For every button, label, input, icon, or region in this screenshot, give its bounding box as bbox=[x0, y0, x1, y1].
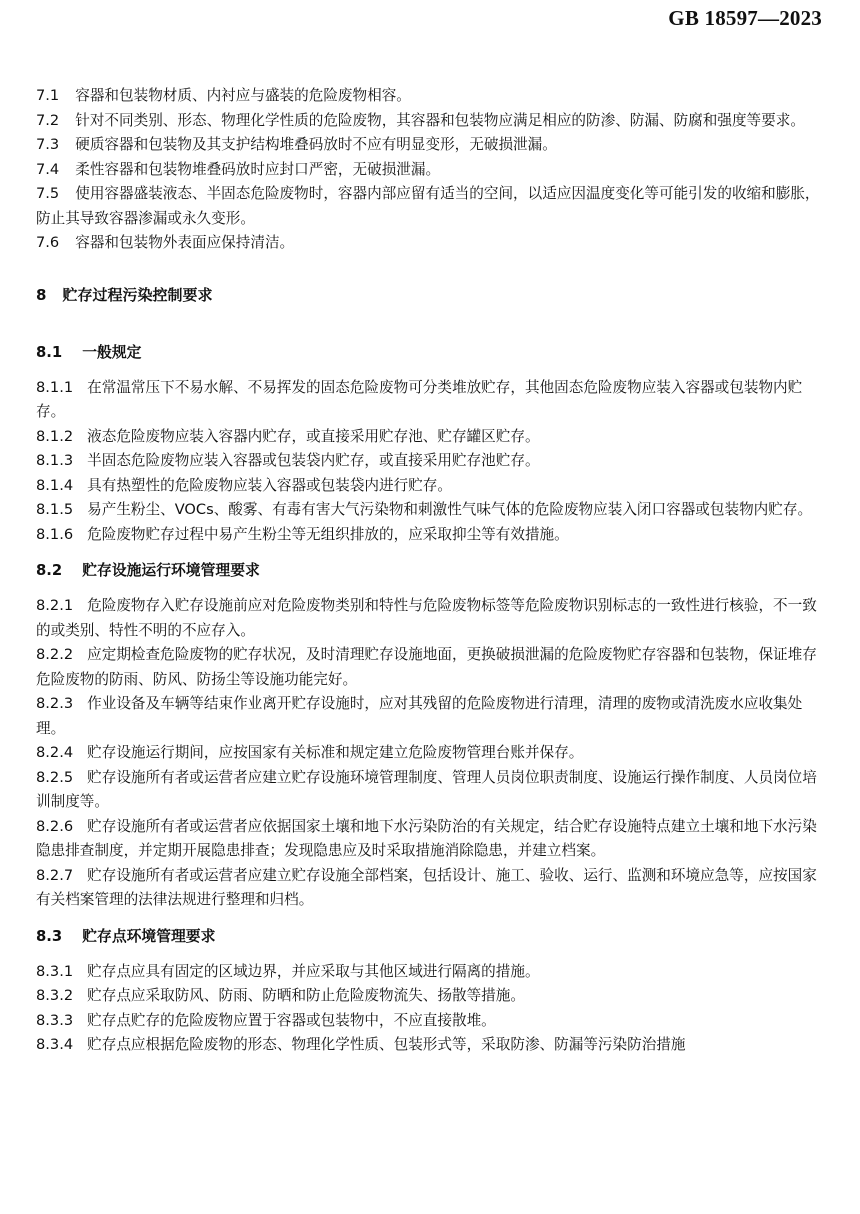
clause-text: 容器和包装物外表面应保持清洁。 bbox=[75, 234, 295, 251]
clause-number: 8.3.4 bbox=[36, 1036, 74, 1053]
clause-text: 易产生粉尘、VOCs、酸雾、有毒有害大气污染物和刺激性气味气体的危险废物应装入闭口容器或包装物内贮存。 bbox=[87, 501, 813, 518]
clause-number: 7.1 bbox=[36, 87, 60, 104]
clause-text: 贮存设施所有者或运营者应建立贮存设施全部档案，包括设计、施工、验收、运行、监测和环境应急等，应按国家有关档案管理的法律法规进行整理和归档。 bbox=[36, 866, 817, 908]
subsection-title: 贮存点环境管理要求 bbox=[82, 927, 216, 945]
clause-text: 应定期检查危险废物的贮存状况，及时清理贮存设施地面，更换破损泄漏的危险废物贮存容器和包装物，保证堆存危险废物的防雨、防风、防扬尘等设施功能完好。 bbox=[36, 646, 817, 688]
clause-number: 8.1.6 bbox=[36, 525, 74, 543]
clause-number: 7.3 bbox=[36, 136, 60, 153]
clause-7-1 bbox=[36, 84, 828, 109]
clause-number: 8.2.2 bbox=[36, 646, 74, 663]
clause-text: 在常温常压下不易水解、不易挥发的固态危险废物可分类堆放贮存，其他固态危险废物应装入容器或包装物内贮存。 bbox=[36, 378, 803, 420]
clause-text: 贮存点应采取防风、防雨、防晒和防止危险废物流失、扬散等措施。 bbox=[87, 987, 525, 1004]
clause-8-3-2 bbox=[36, 984, 828, 1009]
clause-8-2-6 bbox=[36, 815, 828, 864]
clause-number: 8.2.3 bbox=[36, 695, 74, 712]
section-number: 8 bbox=[36, 285, 47, 304]
subsection-number: 8.1 bbox=[36, 343, 63, 361]
subsection-number: 8.3 bbox=[36, 927, 63, 945]
clause-text: 贮存设施所有者或运营者应建立贮存设施环境管理制度、管理人员岗位职责制度、设施运行操作制度、人员岗位培训制度等。 bbox=[36, 768, 817, 810]
clause-8-1-5 bbox=[36, 498, 828, 523]
clause-8-1-1 bbox=[36, 376, 828, 425]
clause-number: 8.2.7 bbox=[36, 866, 74, 884]
clause-number: 8.1.5 bbox=[36, 501, 74, 518]
clause-text: 危险废物存入贮存设施前应对危险废物类别和特性与危险废物标签等危险废物识别标志的一致性进行核验，不一致的或类别、特性不明的不应存入。 bbox=[36, 597, 817, 639]
clause-number: 8.2.1 bbox=[36, 597, 74, 614]
clause-8-2-7 bbox=[36, 864, 828, 913]
subsection-8-3-heading bbox=[36, 925, 828, 949]
section-title: 贮存过程污染控制要求 bbox=[62, 285, 213, 304]
clause-8-2-5 bbox=[36, 766, 828, 815]
clause-number: 7.6 bbox=[36, 234, 60, 251]
clause-number: 8.3.2 bbox=[36, 987, 74, 1004]
section-8-heading bbox=[36, 283, 828, 307]
clause-text: 半固态危险废物应装入容器或包装袋内贮存，或直接采用贮存池贮存。 bbox=[87, 452, 540, 469]
clause-number: 8.2.5 bbox=[36, 768, 74, 786]
section-7-list bbox=[36, 84, 828, 256]
clause-8-2-1 bbox=[36, 594, 828, 643]
clause-text: 硬质容器和包装物及其支护结构堆叠码放时不应有明显变形，无破损泄漏。 bbox=[75, 136, 557, 153]
document-body bbox=[36, 84, 828, 1058]
clause-text: 贮存点应根据危险废物的形态、物理化学性质、包装形式等，采取防渗、防漏等污染防治措施 bbox=[87, 1036, 686, 1053]
subsection-8-2-heading bbox=[36, 559, 828, 583]
clause-8-1-6 bbox=[36, 523, 828, 548]
clause-8-3-1 bbox=[36, 960, 828, 985]
clause-number: 8.1.3 bbox=[36, 452, 74, 469]
clause-8-1-2 bbox=[36, 425, 828, 450]
clause-text: 作业设备及车辆等结束作业离开贮存设施时，应对其残留的危险废物进行清理，清理的废物或清洗废水应收集处理。 bbox=[36, 695, 803, 737]
clause-number: 8.3.1 bbox=[36, 962, 74, 980]
clause-7-5 bbox=[36, 182, 828, 231]
subsection-title: 贮存设施运行环境管理要求 bbox=[82, 562, 260, 579]
clause-text: 使用容器盛装液态、半固态危险废物时，容器内部应留有适当的空间，以适应因温度变化等可能引发的收缩和膨胀，防止其导致容器渗漏或永久变形。 bbox=[36, 185, 820, 227]
clause-number: 7.2 bbox=[36, 111, 60, 129]
clause-number: 7.4 bbox=[36, 160, 60, 178]
standard-code: GB 18597—2023 bbox=[668, 6, 822, 30]
clause-8-1-4 bbox=[36, 474, 828, 499]
clause-number: 8.3.3 bbox=[36, 1011, 74, 1029]
clause-text: 危险废物贮存过程中易产生粉尘等无组织排放的，应采取抑尘等有效措施。 bbox=[87, 525, 569, 543]
clause-text: 贮存设施所有者或运营者应依据国家土壤和地下水污染防治的有关规定，结合贮存设施特点建立土壤和地下水污染隐患排查制度，并定期开展隐患排查；发现隐患应及时采取措施消除隐患，并建立档案。 bbox=[36, 817, 817, 859]
subsection-title: 一般规定 bbox=[82, 343, 142, 361]
clause-number: 7.5 bbox=[36, 185, 60, 202]
clause-text: 针对不同类别、形态、物理化学性质的危险废物，其容器和包装物应满足相应的防渗、防漏、防腐和强度等要求。 bbox=[75, 111, 805, 129]
clause-8-2-3 bbox=[36, 692, 828, 741]
subsection-8-1-heading bbox=[36, 341, 828, 365]
clause-8-3-3 bbox=[36, 1009, 828, 1034]
clause-text: 具有热塑性的危险废物应装入容器或包装袋内进行贮存。 bbox=[87, 476, 452, 494]
clause-text: 贮存设施运行期间，应按国家有关标准和规定建立危险废物管理台账并保存。 bbox=[87, 744, 584, 761]
clause-number: 8.1.2 bbox=[36, 427, 74, 445]
clause-text: 柔性容器和包装物堆叠码放时应封口严密，无破损泄漏。 bbox=[75, 160, 441, 178]
clause-text: 贮存点应具有固定的区域边界，并应采取与其他区域进行隔离的措施。 bbox=[87, 962, 540, 980]
clause-number: 8.1.4 bbox=[36, 476, 74, 494]
clause-number: 8.1.1 bbox=[36, 378, 74, 396]
clause-text: 液态危险废物应装入容器内贮存，或直接采用贮存池、贮存罐区贮存。 bbox=[87, 427, 540, 445]
clause-8-1-3 bbox=[36, 449, 828, 474]
clause-number: 8.2.6 bbox=[36, 817, 74, 835]
clause-7-4 bbox=[36, 158, 828, 183]
clause-8-2-2 bbox=[36, 643, 828, 692]
subsection-number: 8.2 bbox=[36, 562, 63, 579]
clause-7-2 bbox=[36, 109, 828, 134]
clause-text: 贮存点贮存的危险废物应置于容器或包装物中，不应直接散堆。 bbox=[87, 1011, 496, 1029]
clause-7-3 bbox=[36, 133, 828, 158]
clause-7-6 bbox=[36, 231, 828, 256]
clause-number: 8.2.4 bbox=[36, 744, 74, 761]
clause-text: 容器和包装物材质、内衬应与盛装的危险废物相容。 bbox=[75, 87, 411, 104]
clause-8-3-4 bbox=[36, 1033, 828, 1058]
clause-8-2-4 bbox=[36, 741, 828, 766]
